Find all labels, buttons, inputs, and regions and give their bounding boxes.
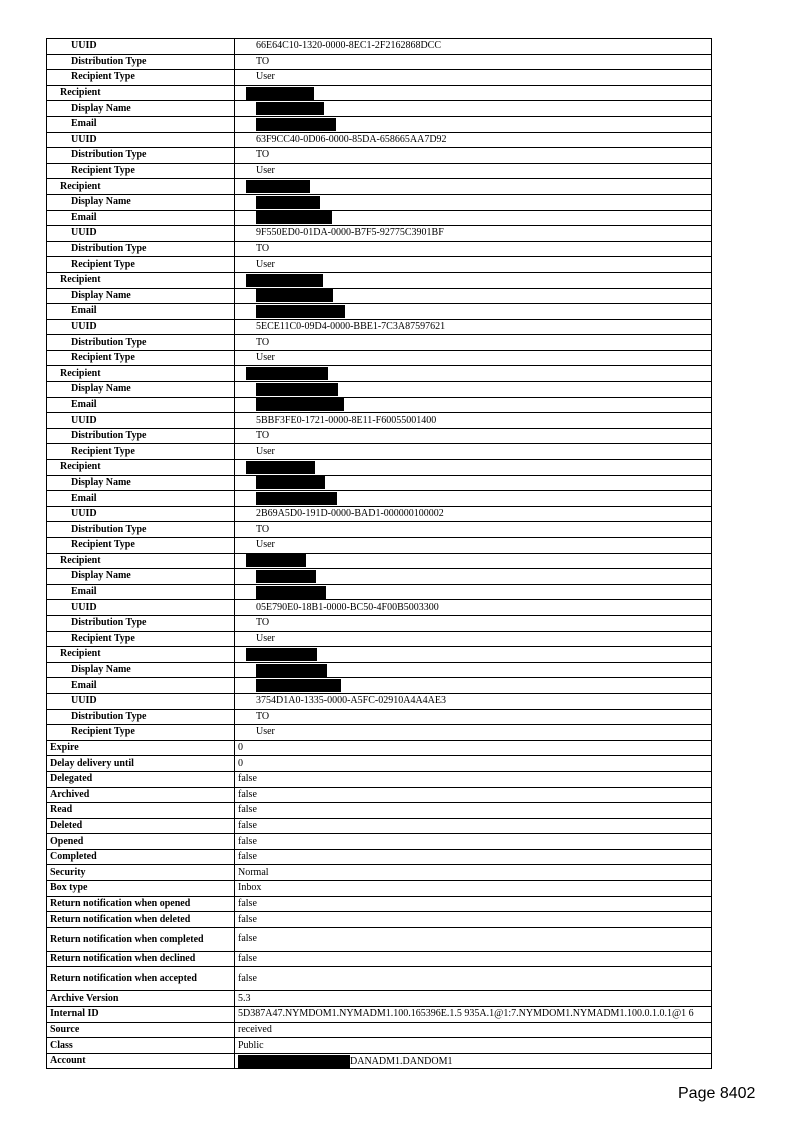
property-key: Display Name bbox=[47, 569, 235, 585]
property-key: UUID bbox=[47, 693, 235, 709]
property-value bbox=[235, 538, 712, 554]
property-key: Email bbox=[47, 210, 235, 226]
property-key: Distribution Type bbox=[47, 54, 235, 70]
redaction-block bbox=[256, 398, 344, 411]
property-value bbox=[235, 725, 712, 741]
property-value bbox=[235, 1053, 712, 1069]
property-value bbox=[235, 771, 712, 787]
redaction-block bbox=[256, 492, 337, 505]
property-value bbox=[235, 163, 712, 179]
property-key: Distribution Type bbox=[47, 709, 235, 725]
property-key: UUID bbox=[47, 226, 235, 242]
redaction-block bbox=[256, 196, 320, 209]
property-row bbox=[47, 413, 712, 429]
property-value bbox=[235, 116, 712, 132]
property-row bbox=[47, 444, 712, 460]
property-key: Class bbox=[47, 1038, 235, 1054]
property-key: Recipient Type bbox=[47, 163, 235, 179]
property-value-text: TO bbox=[256, 149, 270, 161]
property-key: Recipient Type bbox=[47, 725, 235, 741]
property-key: Recipient Type bbox=[47, 350, 235, 366]
property-row bbox=[47, 226, 712, 242]
property-value bbox=[235, 257, 712, 273]
property-value bbox=[235, 132, 712, 148]
property-row bbox=[47, 116, 712, 132]
property-row bbox=[47, 366, 712, 382]
property-value-text: User bbox=[256, 71, 275, 83]
property-value-text: 66E64C10-1320-0000-8EC1-2F2162868DCC bbox=[256, 40, 441, 52]
property-value-text: false bbox=[238, 773, 257, 785]
property-key: Completed bbox=[47, 849, 235, 865]
property-value-text: 9F550ED0-01DA-0000-B7F5-92775C3901BF bbox=[256, 227, 444, 239]
property-key: Email bbox=[47, 304, 235, 320]
property-value bbox=[235, 967, 712, 991]
redaction-block bbox=[238, 1055, 350, 1068]
property-row bbox=[47, 397, 712, 413]
property-value bbox=[235, 413, 712, 429]
property-value-text: false bbox=[238, 933, 257, 945]
property-value bbox=[235, 179, 712, 195]
property-key: Distribution Type bbox=[47, 522, 235, 538]
property-row bbox=[47, 967, 712, 991]
property-value bbox=[235, 865, 712, 881]
property-value-text: 3754D1A0-1335-0000-A5FC-02910A4A4AE3 bbox=[256, 695, 446, 707]
property-key: Recipient Type bbox=[47, 631, 235, 647]
property-key: Security bbox=[47, 865, 235, 881]
property-value-text: User bbox=[256, 258, 275, 270]
property-value bbox=[235, 1007, 712, 1023]
property-key: Recipient bbox=[47, 366, 235, 382]
property-row bbox=[47, 849, 712, 865]
property-value bbox=[235, 366, 712, 382]
property-value bbox=[235, 991, 712, 1007]
property-row bbox=[47, 319, 712, 335]
property-value bbox=[235, 319, 712, 335]
property-row bbox=[47, 304, 712, 320]
property-row bbox=[47, 382, 712, 398]
property-value-text: false bbox=[238, 788, 257, 800]
property-value-text: false bbox=[238, 819, 257, 831]
property-value-text: Inbox bbox=[238, 882, 262, 894]
property-value bbox=[235, 881, 712, 897]
property-value bbox=[235, 506, 712, 522]
property-value bbox=[235, 678, 712, 694]
property-row bbox=[47, 54, 712, 70]
property-row bbox=[47, 896, 712, 912]
property-row bbox=[47, 756, 712, 772]
property-value bbox=[235, 662, 712, 678]
property-key: Box type bbox=[47, 881, 235, 897]
property-row bbox=[47, 740, 712, 756]
property-key: Return notification when accepted bbox=[47, 967, 235, 991]
property-value bbox=[235, 272, 712, 288]
property-value-text: Public bbox=[238, 1039, 264, 1051]
property-key: Return notification when declined bbox=[47, 951, 235, 967]
property-key: Delegated bbox=[47, 771, 235, 787]
property-value bbox=[235, 522, 712, 538]
redaction-block bbox=[246, 461, 315, 474]
property-value bbox=[235, 148, 712, 164]
property-value-text: 05E790E0-18B1-0000-BC50-4F00B5003300 bbox=[256, 601, 439, 613]
property-key: Distribution Type bbox=[47, 615, 235, 631]
property-row bbox=[47, 553, 712, 569]
property-value-text: TO bbox=[256, 430, 270, 442]
redaction-block bbox=[256, 383, 338, 396]
property-value bbox=[235, 849, 712, 865]
property-value-text: TO bbox=[256, 55, 270, 67]
property-row bbox=[47, 912, 712, 928]
redaction-block bbox=[246, 648, 317, 661]
property-row bbox=[47, 350, 712, 366]
property-value-text: false bbox=[238, 897, 257, 909]
redaction-block bbox=[246, 87, 314, 100]
property-value bbox=[235, 397, 712, 413]
redaction-block bbox=[246, 367, 328, 380]
property-value-text: false bbox=[238, 804, 257, 816]
property-value-text: 0 bbox=[238, 757, 243, 769]
redaction-block bbox=[256, 586, 326, 599]
property-value bbox=[235, 600, 712, 616]
property-value-text: TO bbox=[256, 336, 270, 348]
property-key: Delay delivery until bbox=[47, 756, 235, 772]
property-row bbox=[47, 101, 712, 117]
property-key: Email bbox=[47, 397, 235, 413]
property-value bbox=[235, 350, 712, 366]
redaction-block bbox=[246, 274, 323, 287]
property-value-text: TO bbox=[256, 243, 270, 255]
property-key: Display Name bbox=[47, 662, 235, 678]
property-row bbox=[47, 179, 712, 195]
property-row bbox=[47, 70, 712, 86]
property-key: Email bbox=[47, 491, 235, 507]
property-value-text: false bbox=[238, 835, 257, 847]
property-key: Recipient bbox=[47, 272, 235, 288]
property-value bbox=[235, 382, 712, 398]
property-row bbox=[47, 85, 712, 101]
redaction-block bbox=[256, 664, 327, 677]
property-value bbox=[235, 951, 712, 967]
property-key: Recipient bbox=[47, 85, 235, 101]
property-value bbox=[235, 615, 712, 631]
property-row bbox=[47, 693, 712, 709]
property-row bbox=[47, 210, 712, 226]
property-key: UUID bbox=[47, 132, 235, 148]
property-row bbox=[47, 163, 712, 179]
property-value-text: TO bbox=[256, 523, 270, 535]
property-value bbox=[235, 896, 712, 912]
property-value bbox=[235, 491, 712, 507]
property-key: UUID bbox=[47, 319, 235, 335]
property-row bbox=[47, 522, 712, 538]
property-value bbox=[235, 335, 712, 351]
property-key: Email bbox=[47, 116, 235, 132]
redaction-block bbox=[256, 102, 324, 115]
property-row bbox=[47, 538, 712, 554]
property-key: Distribution Type bbox=[47, 148, 235, 164]
property-value-text: User bbox=[256, 352, 275, 364]
property-row bbox=[47, 132, 712, 148]
property-value bbox=[235, 241, 712, 257]
property-key: Email bbox=[47, 584, 235, 600]
property-row bbox=[47, 475, 712, 491]
property-value bbox=[235, 756, 712, 772]
redaction-block bbox=[256, 118, 336, 131]
property-key: Email bbox=[47, 678, 235, 694]
property-row bbox=[47, 771, 712, 787]
property-value-text: 0 bbox=[238, 742, 243, 754]
property-row bbox=[47, 506, 712, 522]
property-key: Recipient bbox=[47, 553, 235, 569]
redaction-block bbox=[256, 289, 333, 302]
property-value bbox=[235, 631, 712, 647]
property-value bbox=[235, 210, 712, 226]
property-row bbox=[47, 991, 712, 1007]
redaction-block bbox=[256, 570, 316, 583]
property-value-text: TO bbox=[256, 710, 270, 722]
property-row bbox=[47, 257, 712, 273]
property-value bbox=[235, 584, 712, 600]
property-row bbox=[47, 662, 712, 678]
property-row bbox=[47, 631, 712, 647]
property-row bbox=[47, 569, 712, 585]
property-row bbox=[47, 881, 712, 897]
property-row bbox=[47, 584, 712, 600]
property-value-text: User bbox=[256, 632, 275, 644]
property-row bbox=[47, 647, 712, 663]
property-row bbox=[47, 834, 712, 850]
property-key: Opened bbox=[47, 834, 235, 850]
property-key: Return notification when opened bbox=[47, 896, 235, 912]
property-key: Distribution Type bbox=[47, 241, 235, 257]
property-row bbox=[47, 678, 712, 694]
property-value bbox=[235, 693, 712, 709]
property-key: Recipient Type bbox=[47, 538, 235, 554]
property-value-text: User bbox=[256, 165, 275, 177]
property-value-text: received bbox=[238, 1023, 272, 1035]
property-value bbox=[235, 787, 712, 803]
property-value bbox=[235, 927, 712, 951]
property-key: Recipient Type bbox=[47, 70, 235, 86]
property-row bbox=[47, 241, 712, 257]
property-row bbox=[47, 272, 712, 288]
property-value bbox=[235, 444, 712, 460]
property-row bbox=[47, 709, 712, 725]
property-key: Return notification when deleted bbox=[47, 912, 235, 928]
property-value bbox=[235, 553, 712, 569]
property-key: Display Name bbox=[47, 194, 235, 210]
property-value bbox=[235, 818, 712, 834]
property-row bbox=[47, 600, 712, 616]
property-key: Recipient bbox=[47, 460, 235, 476]
property-value-text: false bbox=[238, 972, 257, 984]
property-value-text: 5.3 bbox=[238, 992, 251, 1004]
redaction-block bbox=[256, 305, 345, 318]
property-key: Recipient Type bbox=[47, 257, 235, 273]
property-row bbox=[47, 615, 712, 631]
property-row bbox=[47, 927, 712, 951]
property-key: Display Name bbox=[47, 101, 235, 117]
property-key: Account bbox=[47, 1053, 235, 1069]
property-key: Display Name bbox=[47, 382, 235, 398]
property-key: Source bbox=[47, 1022, 235, 1038]
redaction-block bbox=[256, 476, 325, 489]
property-row bbox=[47, 288, 712, 304]
property-key: Archive Version bbox=[47, 991, 235, 1007]
property-key: Recipient Type bbox=[47, 444, 235, 460]
property-key: UUID bbox=[47, 506, 235, 522]
redaction-block bbox=[246, 180, 310, 193]
property-row bbox=[47, 491, 712, 507]
property-value bbox=[235, 1022, 712, 1038]
property-value bbox=[235, 709, 712, 725]
property-value bbox=[235, 288, 712, 304]
property-row bbox=[47, 39, 712, 55]
property-value-text: DANADM1.DANDOM1 bbox=[350, 1055, 453, 1067]
property-key: Expire bbox=[47, 740, 235, 756]
property-value-text: false bbox=[238, 913, 257, 925]
property-key: Recipient bbox=[47, 179, 235, 195]
property-row bbox=[47, 787, 712, 803]
property-value bbox=[235, 912, 712, 928]
property-value bbox=[235, 647, 712, 663]
property-value bbox=[235, 740, 712, 756]
property-row bbox=[47, 335, 712, 351]
page-number: Page 8402 bbox=[678, 1085, 756, 1102]
property-key: UUID bbox=[47, 600, 235, 616]
property-value-text: 63F9CC40-0D06-0000-85DA-658665AA7D92 bbox=[256, 133, 447, 145]
property-key: Display Name bbox=[47, 288, 235, 304]
properties-table bbox=[46, 38, 712, 1069]
redaction-block bbox=[246, 554, 306, 567]
property-key: UUID bbox=[47, 39, 235, 55]
property-value-text: 5D387A47.NYMDOM1.NYMADM1.100.165396E.1.5 935A.1@1:7.NYMDOM1.NYMADM1.100.0.1.0.1@1 6 bbox=[238, 1008, 694, 1020]
redaction-block bbox=[256, 679, 341, 692]
property-key: Distribution Type bbox=[47, 335, 235, 351]
redaction-block bbox=[256, 211, 332, 224]
property-value bbox=[235, 460, 712, 476]
property-row bbox=[47, 1053, 712, 1069]
property-value bbox=[235, 226, 712, 242]
property-value bbox=[235, 101, 712, 117]
property-key: Distribution Type bbox=[47, 428, 235, 444]
property-value bbox=[235, 803, 712, 819]
property-key: Display Name bbox=[47, 475, 235, 491]
property-value bbox=[235, 1038, 712, 1054]
property-key: Recipient bbox=[47, 647, 235, 663]
property-value-text: false bbox=[238, 851, 257, 863]
property-row bbox=[47, 148, 712, 164]
property-value bbox=[235, 475, 712, 491]
property-value bbox=[235, 569, 712, 585]
property-value-text: User bbox=[256, 445, 275, 457]
property-row bbox=[47, 428, 712, 444]
property-key: Deleted bbox=[47, 818, 235, 834]
property-row bbox=[47, 1007, 712, 1023]
property-value-text: 2B69A5D0-191D-0000-BAD1-000000100002 bbox=[256, 508, 444, 520]
property-key: Read bbox=[47, 803, 235, 819]
property-value bbox=[235, 39, 712, 55]
properties-table-body bbox=[47, 39, 712, 1069]
property-value-text: User bbox=[256, 726, 275, 738]
property-value bbox=[235, 85, 712, 101]
property-value bbox=[235, 70, 712, 86]
property-value-text: User bbox=[256, 539, 275, 551]
property-key: Archived bbox=[47, 787, 235, 803]
property-row bbox=[47, 725, 712, 741]
property-value bbox=[235, 834, 712, 850]
property-value bbox=[235, 54, 712, 70]
property-row bbox=[47, 1022, 712, 1038]
property-row bbox=[47, 194, 712, 210]
property-value bbox=[235, 194, 712, 210]
property-row bbox=[47, 460, 712, 476]
property-value-text: false bbox=[238, 953, 257, 965]
property-row bbox=[47, 803, 712, 819]
property-row bbox=[47, 818, 712, 834]
property-value bbox=[235, 428, 712, 444]
property-value-text: 5ECE11C0-09D4-0000-BBE1-7C3A87597621 bbox=[256, 320, 446, 332]
property-row bbox=[47, 865, 712, 881]
property-key: UUID bbox=[47, 413, 235, 429]
property-row bbox=[47, 1038, 712, 1054]
property-value bbox=[235, 304, 712, 320]
property-key: Internal ID bbox=[47, 1007, 235, 1023]
property-row bbox=[47, 951, 712, 967]
property-key: Return notification when completed bbox=[47, 927, 235, 951]
property-value-text: TO bbox=[256, 617, 270, 629]
property-value-text: 5BBF3FE0-1721-0000-8E11-F60055001400 bbox=[256, 414, 437, 426]
property-value-text: Normal bbox=[238, 866, 269, 878]
